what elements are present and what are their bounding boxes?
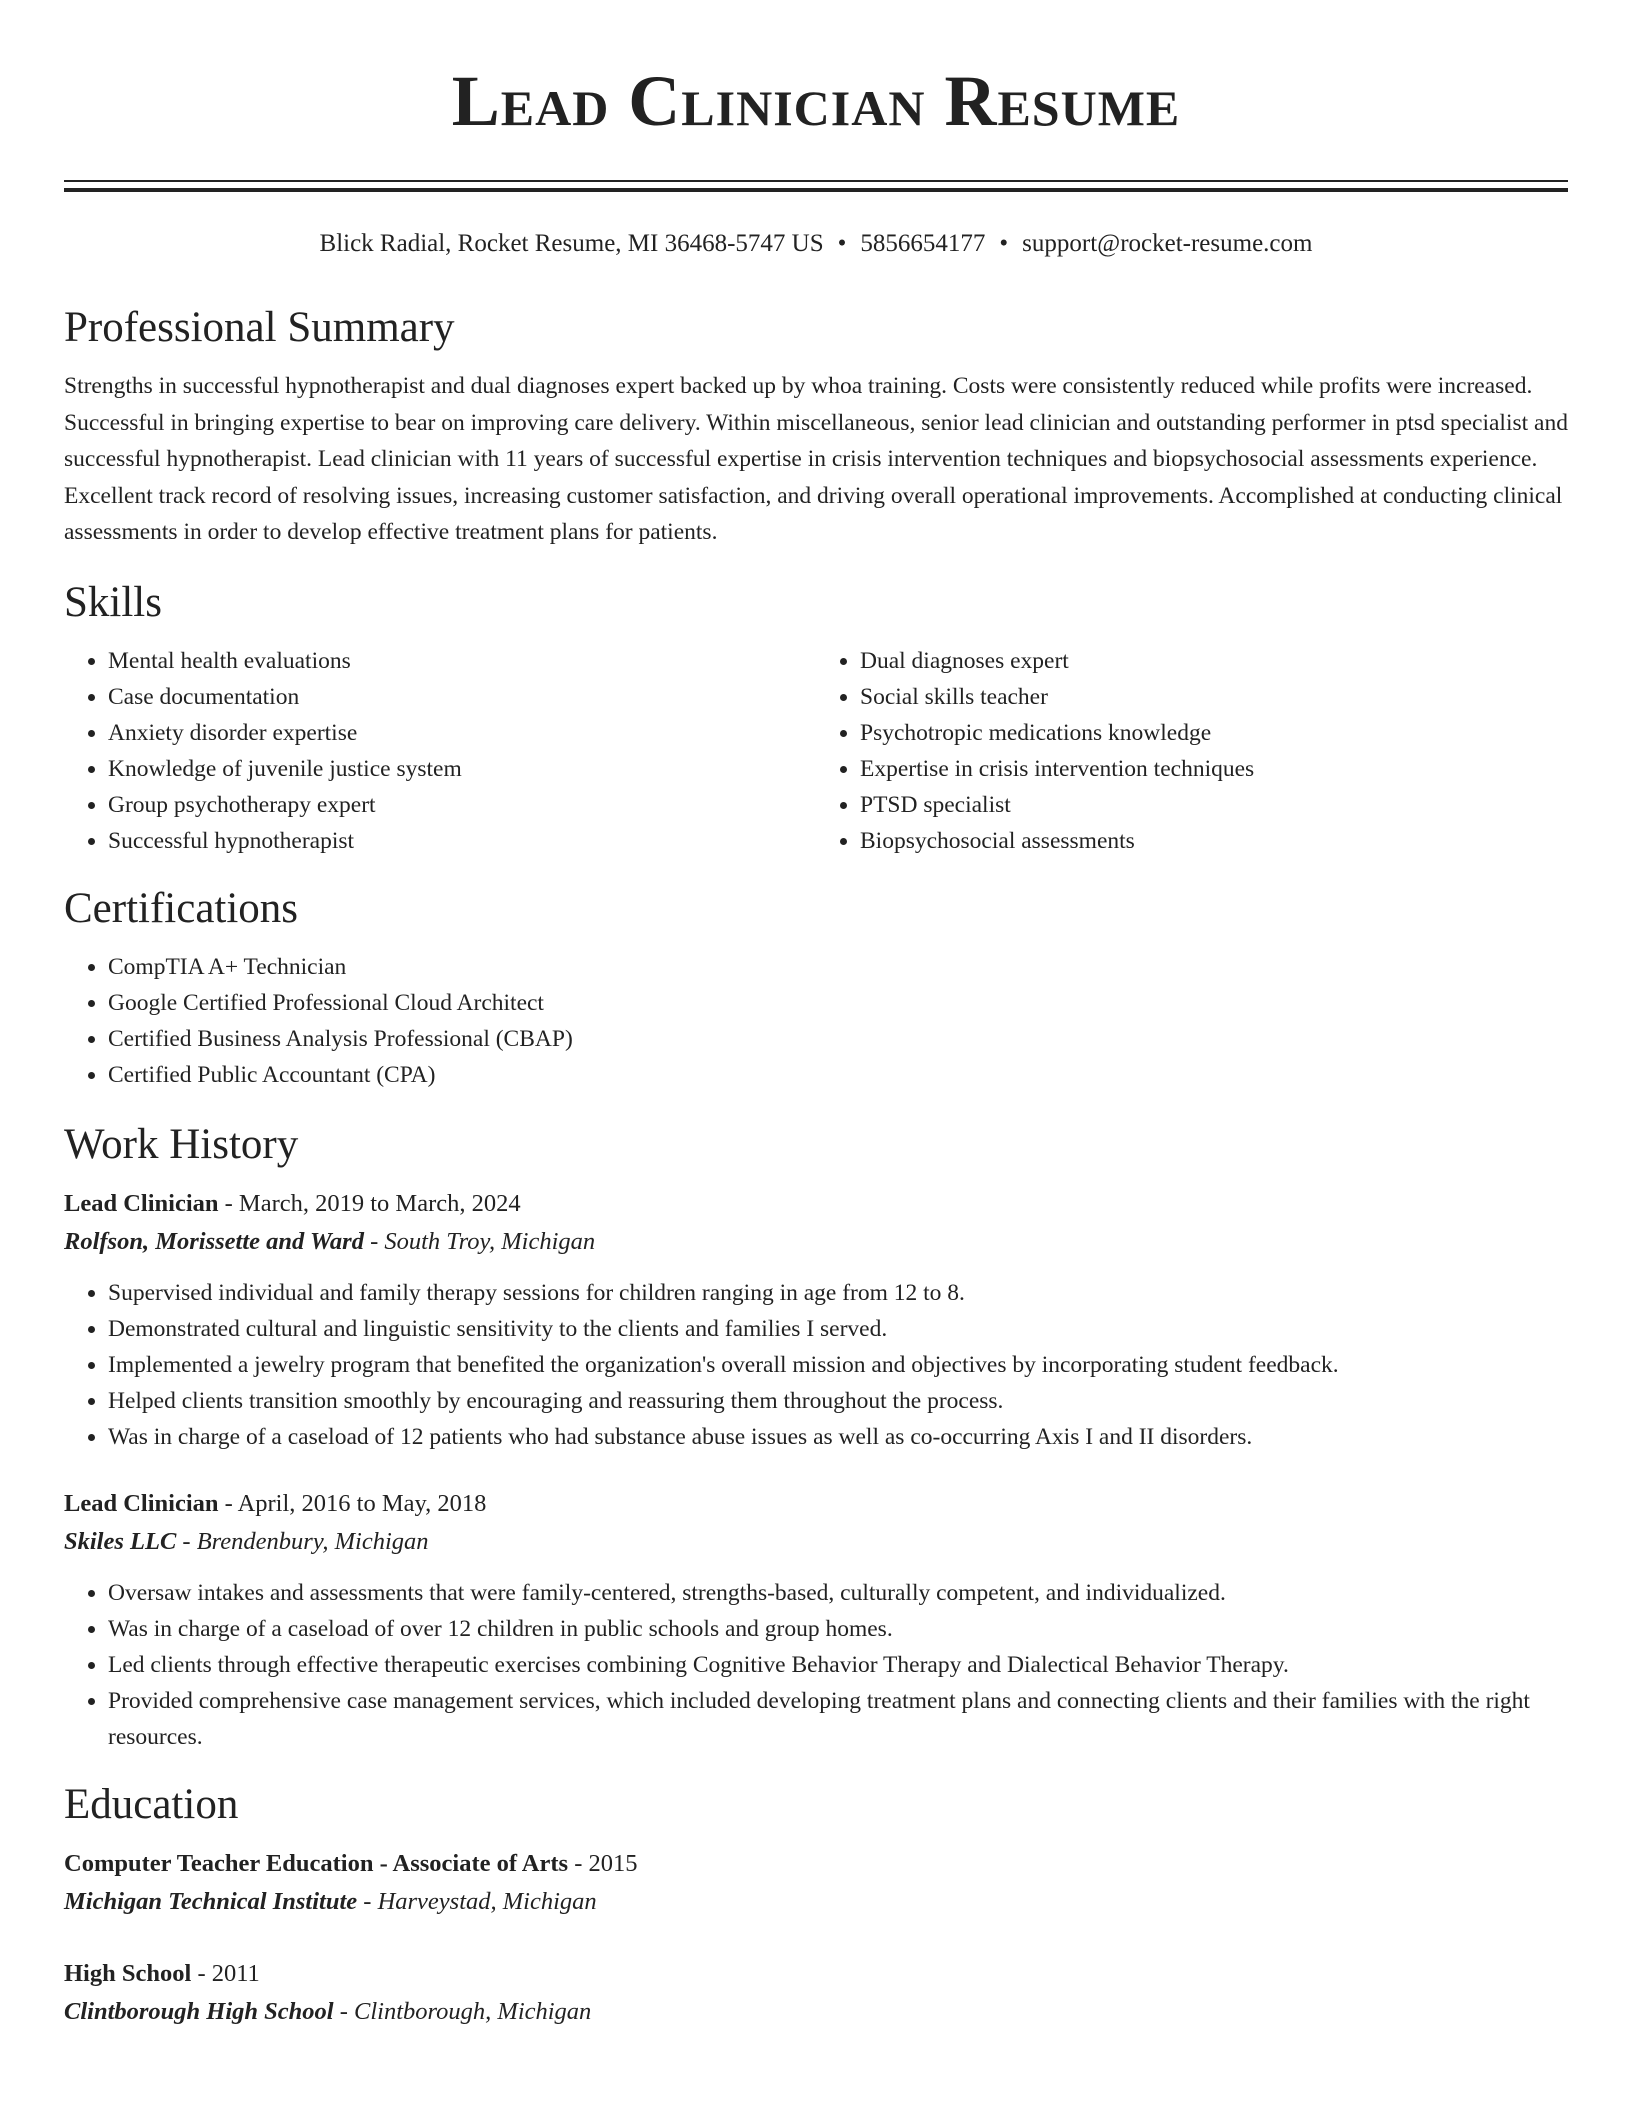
certifications-list [64,949,1568,1093]
education-year: - 2011 [197,1959,260,1987]
contact-separator: • [999,230,1009,257]
job-duty: • Oversaw intakes and assessments that were family-centered, strengths-based, culturally competent, and individualized. [108,1575,1568,1611]
resume-content [64,0,1568,2031]
skill-item: • Knowledge of juvenile justice system [108,751,816,787]
job-duty: • Supervised individual and family therapy sessions for children ranging in age from 12 to 8. [108,1275,1568,1311]
job-duties-list [64,1275,1568,1455]
contact-line [64,226,1568,262]
title-divider-thin [64,180,1568,182]
contact-phone: 5856654177 [860,230,986,257]
job-duty: • Demonstrated cultural and linguistic sensitivity to the clients and families I served. [108,1311,1568,1347]
job-company: Rolfson, Morissette and Ward [64,1227,364,1255]
education-degree-line [64,1845,1568,1883]
contact-address: Blick Radial, Rocket Resume, MI 36468-5747 US [319,230,824,257]
job-location: - South Troy, Michigan [370,1227,596,1255]
skill-item: • Successful hypnotherapist [108,823,816,859]
education-school: Michigan Technical Institute [64,1887,358,1915]
education-degree: High School [64,1959,192,1987]
job-title-line [64,1185,1568,1223]
job-location: - Brendenbury, Michigan [182,1527,429,1555]
education-degree-line [64,1955,1568,1993]
skill-item: • Expertise in crisis intervention techniques [860,751,1568,787]
skills-list-right [816,643,1568,859]
certification-item: • Google Certified Professional Cloud Architect [108,985,1568,1021]
job-company: Skiles LLC [64,1527,177,1555]
education-entry [64,1845,1568,1921]
job-entry [64,1185,1568,1455]
skills-list-left [64,643,816,859]
education-location: - Clintborough, Michigan [339,1997,592,2025]
skill-item: • Group psychotherapy expert [108,787,816,823]
education-school-line [64,1993,1568,2031]
job-dates: - April, 2016 to May, 2018 [224,1489,487,1517]
skill-item: • Psychotropic medications knowledge [860,715,1568,751]
skill-item: • PTSD specialist [860,787,1568,823]
job-title-line [64,1485,1568,1523]
job-duties-list [64,1575,1568,1755]
skills-heading: Skills [64,578,162,626]
job-duty: • Provided comprehensive case management services, which included developing treatment plans and connecting clients and their families with the right resources. [108,1683,1568,1755]
certifications-heading: Certifications [64,884,299,932]
skill-item: • Anxiety disorder expertise [108,715,816,751]
job-title: Lead Clinician [64,1189,219,1217]
summary-text: Strengths in successful hypnotherapist and dual diagnoses expert backed up by whoa training. Costs were consistently reduced while profits were increased. Successful in bringing expertise to bear on improving care delivery. Within miscellaneous, senior lead clinician and outstanding performer in ptsd specialist and successful hypnotherapist. Lead clinician with 11 years of successful expertise in crisis intervention techniques and biopsychosocial assessments experience. Excellent track record of resolving issues, increasing customer satisfaction, and driving overall operational improvements. Accomplished at conducting clinical assessments in order to develop effective treatment plans for patients. [64,373,1568,545]
title-divider-thick [64,188,1568,192]
skill-item: • Social skills teacher [860,679,1568,715]
education-year: - 2015 [574,1849,638,1877]
work-history-heading: Work History [64,1120,299,1168]
skill-item: • Biopsychosocial assessments [860,823,1568,859]
job-title: Lead Clinician [64,1489,219,1517]
skill-item: • Dual diagnoses expert [860,643,1568,679]
job-duty: • Was in charge of a caseload of 12 patients who had substance abuse issues as well as co-occurring Axis I and II disorders. [108,1419,1568,1455]
resume-title: Lead Clinician Resume [451,61,1181,141]
contact-email: support@rocket-resume.com [1022,230,1313,257]
education-degree: Computer Teacher Education - Associate of Arts [64,1849,569,1877]
summary-heading: Professional Summary [64,304,455,351]
skills-grid [64,643,1568,859]
skill-item: • Mental health evaluations [108,643,816,679]
contact-separator: • [837,230,847,257]
skill-item: • Case documentation [108,679,816,715]
certification-item: • Certified Business Analysis Professional (CBAP) [108,1021,1568,1057]
education-entry [64,1955,1568,2031]
education-location: - Harveystad, Michigan [363,1887,597,1915]
job-dates: - March, 2019 to March, 2024 [224,1189,521,1217]
job-duty: • Was in charge of a caseload of over 12 children in public schools and group homes. [108,1611,1568,1647]
certification-item: • CompTIA A+ Technician [108,949,1568,985]
job-company-line [64,1523,1568,1561]
job-duty: • Helped clients transition smoothly by encouraging and reassuring them throughout the process. [108,1383,1568,1419]
education-school-line [64,1883,1568,1921]
job-entry [64,1485,1568,1755]
job-company-line [64,1223,1568,1261]
job-duty: • Implemented a jewelry program that benefited the organization's overall mission and objectives by incorporating student feedback. [108,1347,1568,1383]
job-duty: • Led clients through effective therapeutic exercises combining Cognitive Behavior Therapy and Dialectical Behavior Therapy. [108,1647,1568,1683]
education-heading: Education [64,1780,239,1828]
certification-item: • Certified Public Accountant (CPA) [108,1057,1568,1093]
education-school: Clintborough High School [64,1997,334,2025]
